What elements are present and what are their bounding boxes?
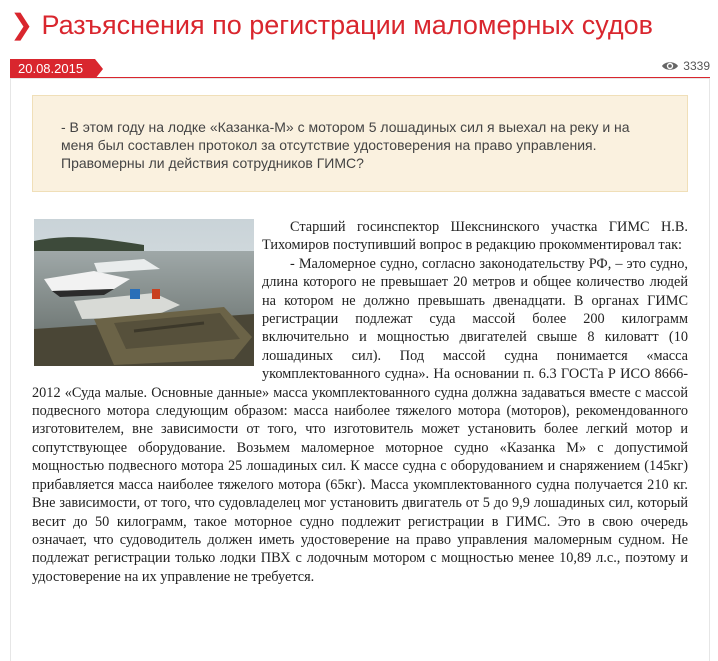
views-counter	[661, 59, 710, 73]
paragraph: Старший госинспектор Шекснинского участка ГИМС Н.В. Тихомиров поступивший вопрос в редакцию прокомментировал так:	[262, 219, 688, 254]
article-header	[10, 10, 653, 40]
eye-icon	[661, 60, 679, 72]
article-body	[10, 78, 710, 661]
photo-float	[32, 218, 262, 370]
article-text	[32, 218, 688, 586]
views-count: 3339	[683, 59, 710, 73]
chevron-right-icon: ❯	[10, 8, 34, 41]
page-title: Разъяснения по регистрации маломерных судов	[41, 10, 654, 40]
reader-question: - В этом году на лодке «Казанка-М» с мотором 5 лошадиных сил я выехал на реку и на меня был составлен протокол за отсутствие удостоверения на право управления. Правомерны ли действия сотрудников ГИМС?	[32, 95, 688, 192]
article-meta	[10, 57, 710, 78]
paragraph: - Маломерное судно, согласно законодательству РФ, – это судно, длина которого не превышает 20 метров и общее количество людей на котором не должно превышать двенадцати. В органах ГИМС регистрации подлежат суда массой более 200 килограмм включительно и мощностью двигателей свыше 8 киловатт (10 лошадиных сил). Под массой судна понимается «масса укомплектованного судна». На основании п. 6.3 ГОСТа Р ИСО 8666-2012 «Суда малые. Основные данные» масса укомплектованного судна должна задаваться вместе с массой подвесного мотора следующим образом: масса наиболее тяжелого мотора (моторов), рекомендованного изготовителем, вне зависимости от того, что изготовитель может установить более легкий мотор и сопутствующее оборудование. Возьмем маломерное моторное судно «Казанка М» с допустимой мощностью подвесного мотора 25 лошадиных сил. К массе судна с оборудованием и снаряжением (145кг) прибавляется масса наиболее тяжелого мотора (65кг). Масса укомплектованного судна получается 210 кг. Вне зависимости, от того, что судовладелец мог установить двигатель от 5 до 9,9 лошадиных сил, который весит до 50 килограмм, такое моторное судно подлежит регистрации в ГИМС. Это в свою очередь означает, что судоводитель должен иметь удостоверение на право управления маломерным судном. Не подлежат регистрации только лодки ПВХ с лодочным мотором с мощностью менее 10,89 л.с., поэтому и удостоверение на их управление не требуется.	[32, 255, 688, 585]
date-badge: 20.08.2015	[10, 59, 95, 79]
